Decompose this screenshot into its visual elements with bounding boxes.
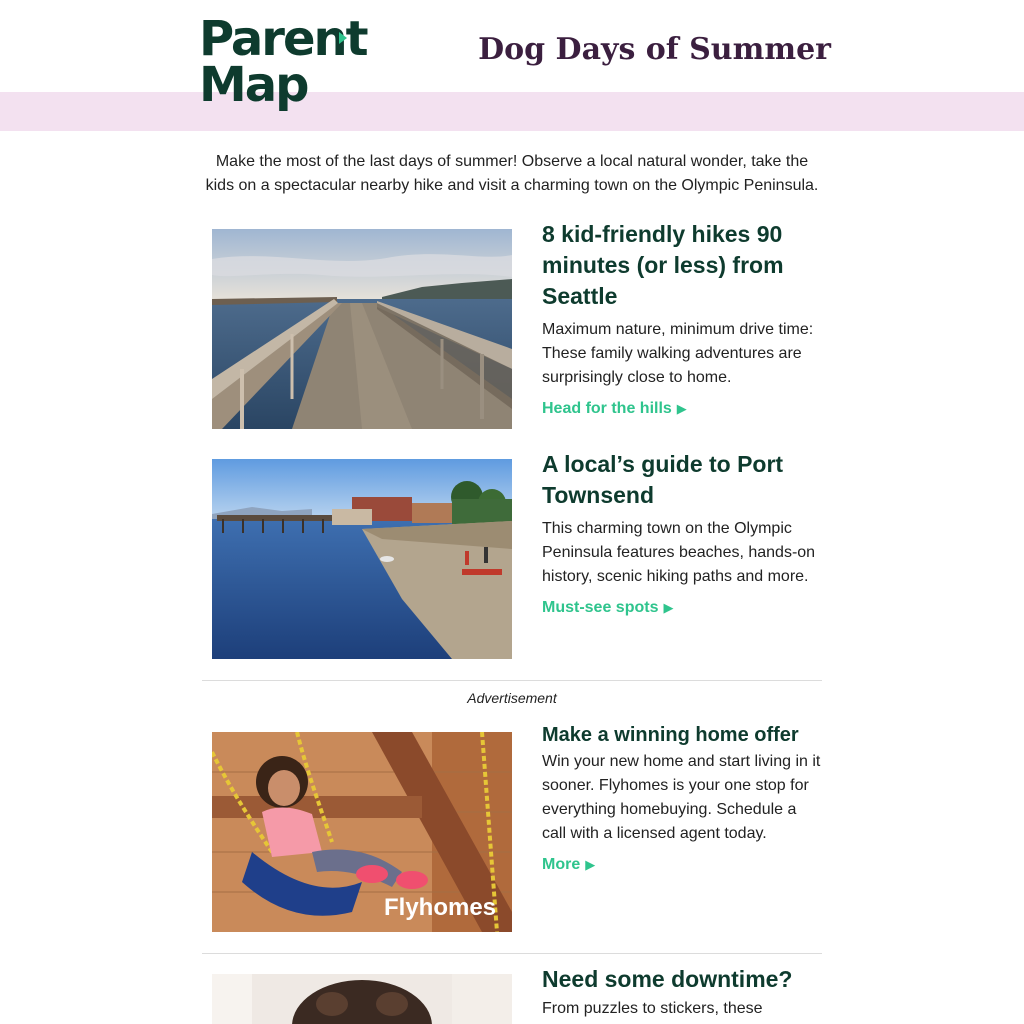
article-title[interactable]: A local’s guide to Port Townsend — [542, 451, 784, 508]
arrow-right-icon: ▶ — [676, 401, 687, 416]
logo-line-1: Parent — [199, 11, 367, 67]
port-townsend-image[interactable] — [212, 459, 512, 659]
header-band — [0, 92, 1024, 131]
article-content — [542, 449, 824, 617]
page-title: Dog Days of Summer — [478, 32, 831, 67]
section-divider — [202, 953, 822, 954]
arrow-right-icon: ▶ — [663, 600, 674, 615]
article-card-downtime — [212, 964, 824, 1024]
must-see-spots-link[interactable] — [542, 599, 673, 617]
ad-title[interactable]: Make a winning home offer — [542, 724, 799, 746]
article-title[interactable]: Need some downtime? — [542, 966, 793, 992]
logo-play-icon — [339, 32, 347, 44]
flyhomes-ad-image[interactable] — [212, 732, 512, 932]
logo-line-2: Map — [199, 57, 308, 113]
advertisement-label: Advertisement — [467, 690, 557, 706]
article-description: From puzzles to stickers, these — [542, 1000, 763, 1017]
article-description: Maximum nature, minimum drive time: These family walking adventures are surprisingly close to home. — [542, 321, 814, 386]
cta-label: More — [542, 856, 581, 873]
parentmap-logo[interactable] — [199, 11, 367, 120]
ad-card-flyhomes — [212, 722, 824, 937]
arrow-right-icon: ▶ — [585, 857, 596, 872]
ad-content — [542, 722, 824, 874]
downtime-image[interactable] — [212, 974, 512, 1024]
flyhomes-brand-text: Flyhomes — [384, 894, 497, 921]
article-title[interactable]: 8 kid-friendly hikes 90 minutes (or less) from Seattle — [542, 221, 784, 309]
head-for-the-hills-link[interactable] — [542, 400, 687, 418]
intro-text: Make the most of the last days of summer! Observe a local natural wonder, take the kids on a spectacular nearby hike and visit a charming town on the Olympic Peninsula. — [205, 153, 819, 194]
article-description: This charming town on the Olympic Peninsula features beaches, hands-on history, scenic hiking paths and more. — [542, 520, 816, 585]
article-card-hikes — [212, 219, 824, 434]
more-link[interactable] — [542, 856, 595, 874]
cta-label: Must-see spots — [542, 599, 659, 616]
boardwalk-image[interactable] — [212, 229, 512, 429]
article-card-port-townsend — [212, 449, 824, 664]
ad-description: Win your new home and start living in it sooner. Flyhomes is your one stop for everything homebuying. Schedule a call with a licensed agent today. — [542, 753, 821, 842]
article-content — [542, 219, 824, 418]
article-content — [542, 964, 824, 1021]
cta-label: Head for the hills — [542, 400, 672, 417]
section-divider — [202, 680, 822, 681]
